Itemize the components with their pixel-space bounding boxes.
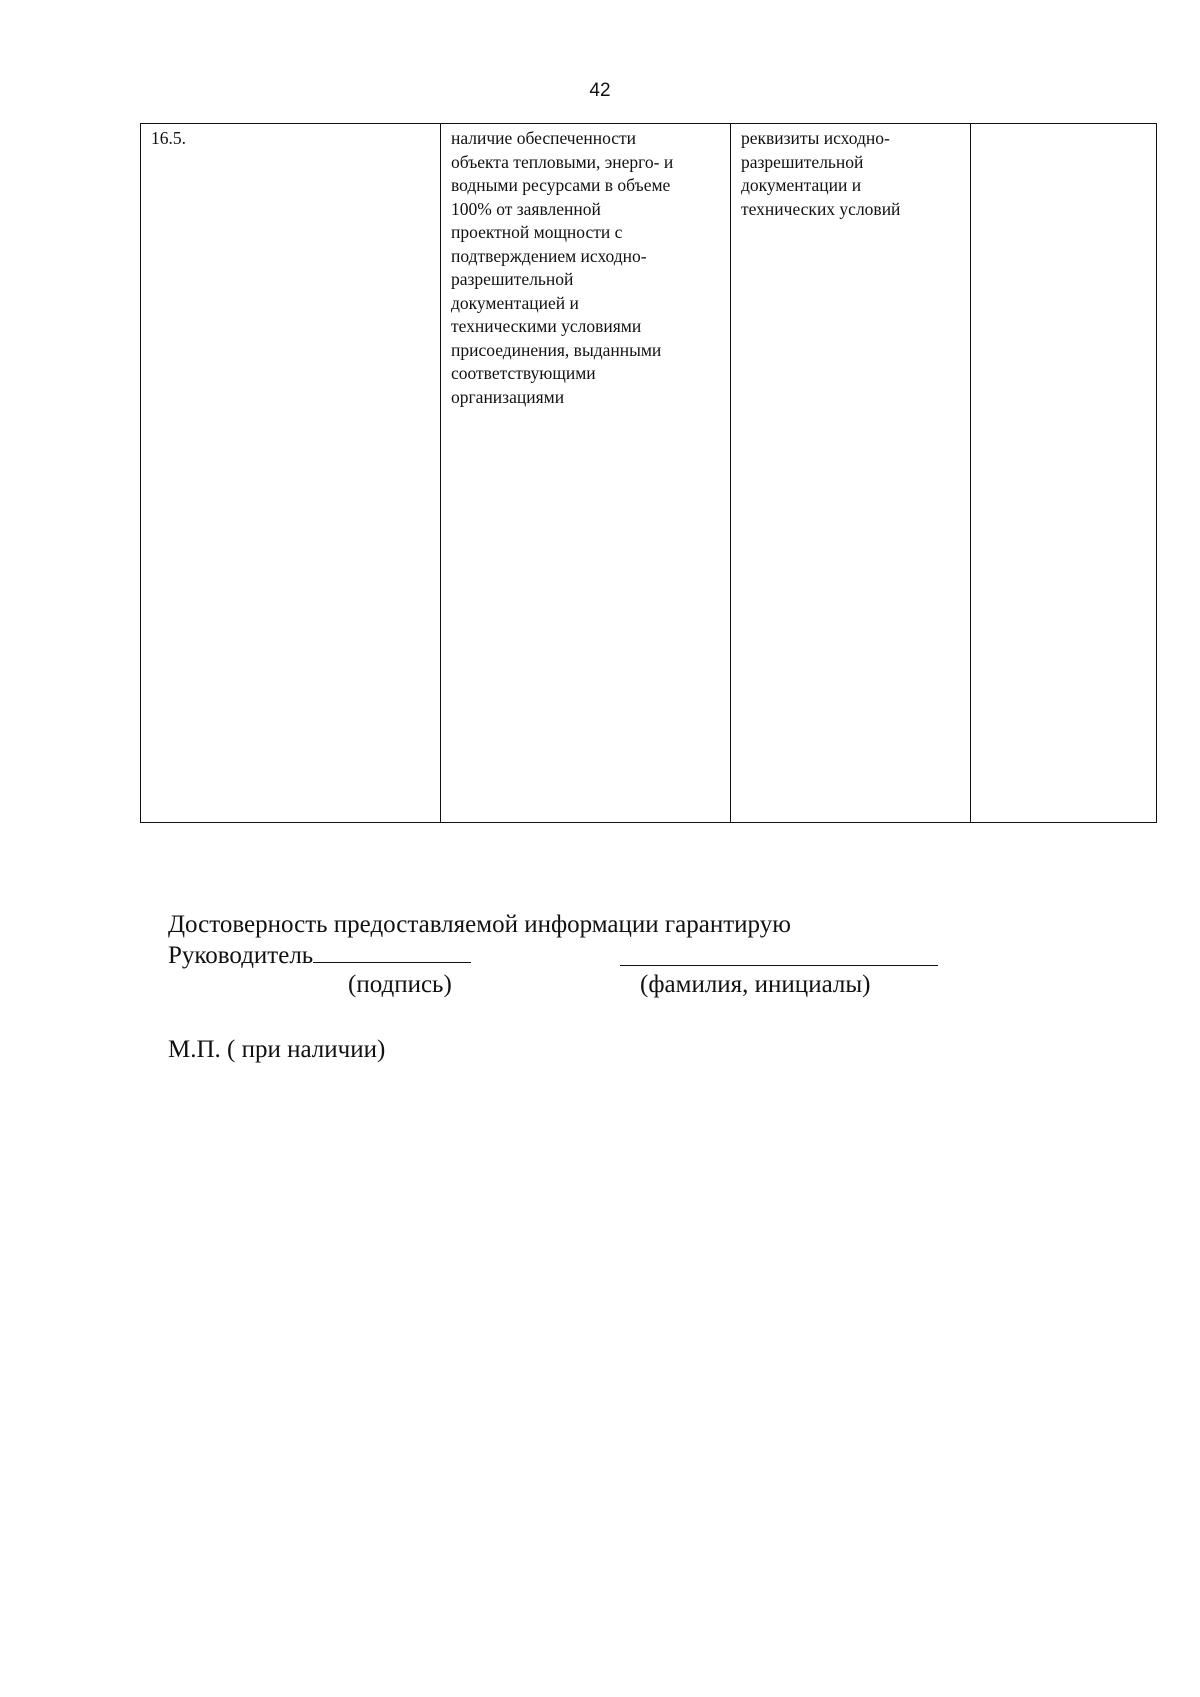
signature-block [168, 910, 871, 1000]
criterion-text: наличие обеспеченности объекта тепловыми, энерго- и водными ресурсами в объеме 100% от заявленной проектной мощности с подтверждением исходно- разрешительной документацией и техническими условиями присоединения, выданными соответствующими организациями [451, 128, 674, 407]
table-row [141, 124, 1157, 823]
value-cell [971, 124, 1157, 823]
name-blank [620, 940, 938, 966]
document-cell [731, 124, 971, 823]
captions-line [168, 970, 871, 1000]
row-number: 16.5. [151, 128, 186, 148]
row-number-cell [141, 124, 441, 823]
document-text: реквизиты исходно- разрешительной документации и технических условий [741, 128, 901, 219]
signature-caption: (подпись) [348, 971, 452, 998]
stamp-note: М.П. ( при наличии) [168, 1036, 386, 1063]
name-caption: (фамилия, инициалы) [640, 971, 871, 998]
signature-blank [313, 940, 471, 963]
criteria-table [140, 123, 1157, 823]
guarantee-line [168, 910, 791, 940]
head-line [168, 940, 791, 970]
criterion-cell [441, 124, 731, 823]
head-label: Руководитель [168, 942, 314, 969]
page-number: 42 [589, 80, 611, 101]
guarantee-text: Достоверность предоставляемой информации гарантирую [168, 911, 791, 938]
